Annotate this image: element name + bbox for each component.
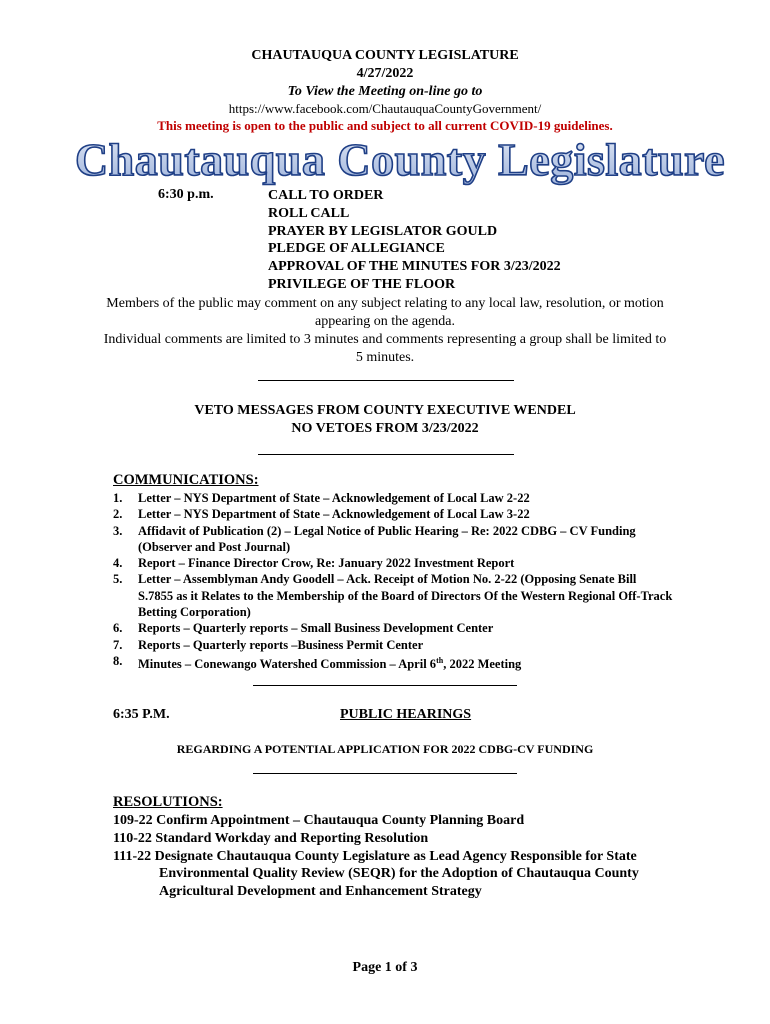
org-title: CHAUTAUQUA COUNTY LEGISLATURE (251, 48, 519, 63)
public-hearing-time: 6:35 P.M. (113, 707, 170, 722)
resolutions-title: RESOLUTIONS: (113, 794, 223, 810)
communications-title: COMMUNICATIONS: (113, 472, 259, 488)
list-item: 1. Letter – NYS Department of State – Acknowledgement of Local Law 2-22 (113, 491, 530, 505)
list-item: 4. Report – Finance Director Crow, Re: January 2022 Investment Report (113, 556, 515, 571)
veto-section (0, 402, 770, 438)
list-item: 3. Affidavit of Publication (2) – Legal Notice of Public Hearing – Re: 2022 CDBG – CV Funding (Observer and Post Journal) (113, 523, 636, 554)
facebook-url[interactable]: https://www.facebook.com/ChautauquaCountyGovernment/ (228, 101, 542, 116)
divider (258, 380, 514, 381)
meeting-date: 4/27/2022 (356, 66, 414, 81)
communications-list (113, 490, 673, 672)
list-item: 110-22 Standard Workday and Reporting Resolution (113, 830, 429, 846)
public-comment-line-2: Individual comments are limited to 3 minutes and comments representing a group shall be limited to 5 minutes. (103, 332, 667, 365)
divider (258, 454, 514, 455)
list-item: 109-22 Confirm Appointment – Chautauqua County Planning Board (113, 813, 525, 828)
public-hearing-subtitle: REGARDING A POTENTIAL APPLICATION FOR 2022 CDBG-CV FUNDING (176, 742, 594, 756)
list-item: 7. Reports – Quarterly reports –Business Permit Center (113, 637, 424, 652)
list-item: 6. Reports – Quarterly reports – Small Business Development Center (113, 621, 494, 636)
list-item: 5. Letter – Assemblyman Andy Goodell – Ack. Receipt of Motion No. 2-22 (Opposing Senate Bill S.7855 as it Relates to the Membership of the Board of Directors Of the Western Regional Off-Track Betting Corporation) (113, 572, 673, 620)
divider (253, 773, 517, 774)
resolutions-list (113, 812, 703, 901)
banner-text: Chautauqua County Legislature (74, 134, 726, 185)
public-hearing-title: PUBLIC HEARINGS (340, 707, 472, 722)
page-number: Page 1 of 3 (352, 960, 418, 975)
call-to-order-time: 6:30 p.m. (158, 187, 214, 202)
view-online-text: To View the Meeting on-line go to (287, 84, 483, 99)
list-item: 2. Letter – NYS Department of State – Acknowledgement of Local Law 3-22 (113, 507, 530, 522)
list-item: 8. Minutes – Conewango Watershed Commission – April 6th, 2022 Meeting (113, 653, 522, 672)
agenda-item: PRAYER BY LEGISLATOR GOULD (268, 223, 498, 239)
public-comment-notice (100, 295, 670, 367)
agenda-item: CALL TO ORDER (268, 188, 384, 203)
public-comment-line-1: Members of the public may comment on any subject relating to any local law, resolution, or motion appearing on the agenda. (106, 296, 664, 329)
divider (253, 685, 517, 686)
veto-title: VETO MESSAGES FROM COUNTY EXECUTIVE WENDEL (194, 403, 576, 418)
agenda-item: ROLL CALL (268, 205, 350, 221)
agenda-item: PLEDGE OF ALLEGIANCE (268, 241, 445, 257)
agenda-item: APPROVAL OF THE MINUTES FOR 3/23/2022 (268, 259, 561, 275)
veto-subtitle: NO VETOES FROM 3/23/2022 (291, 421, 479, 436)
covid-notice: This meeting is open to the public and subject to all current COVID-19 guidelines. (157, 118, 613, 133)
list-item: 111-22 Designate Chautauqua County Legislature as Lead Agency Responsible for State Environmental Quality Review (SEQR) for the Adoption of Chautauqua County Agricultural Development and Enhancement Strategy (113, 848, 639, 900)
agenda-item: PRIVILEGE OF THE FLOOR (268, 276, 456, 292)
legislature-banner (0, 133, 770, 193)
agenda-items (268, 187, 561, 294)
